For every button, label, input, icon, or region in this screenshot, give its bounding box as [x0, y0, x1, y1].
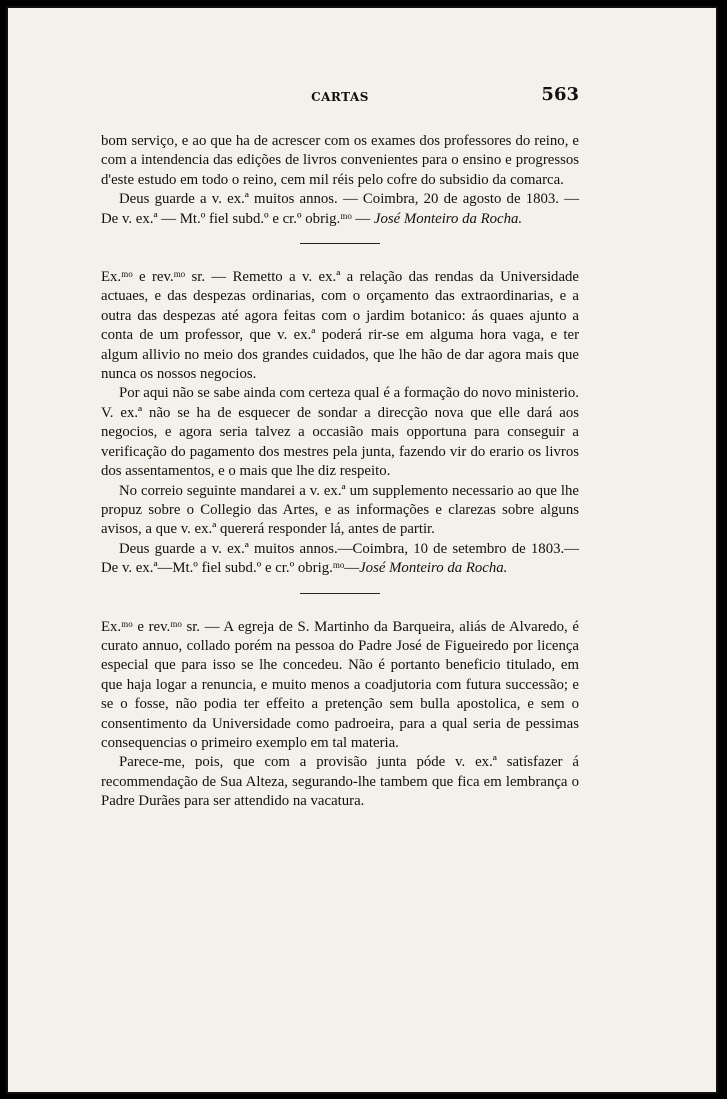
body-text: [101, 132, 579, 812]
page-number: 563: [541, 84, 579, 105]
book-page: [6, 6, 718, 1094]
letter-1: [101, 132, 579, 229]
paragraph: Parece-me, pois, que com a provisão junta póde v. ex.ª satisfazer á recommendação de Sua Alteza, segurando-lhe tambem que fica em lembrança o Padre Durães para ser attendido na vacatura.: [101, 754, 579, 810]
paragraph: Ex.ᵐᵒ e rev.ᵐᵒ sr. — A egreja de S. Martinho da Barqueira, aliás de Alvaredo, é curato annuo, collado porém na pessoa do Padre José de Figueiredo por licença especial que para isso se lhe concedeu. Não é portanto beneficio titulado, em que haja logar a renuncia, e muito menos a coadjutoria com futura successão; e se o fosse, não podia ter effeito a pretenção sem bulla apostolica, e sem o consentimento da Universidade como padroeira, para a qual seria de pessimas consequencias o primeiro exemplo em tal materia.: [101, 618, 579, 751]
section-divider: [300, 593, 380, 594]
paragraph: Por aqui não se sabe ainda com certeza qual é a formação do novo ministerio. V. ex.ª não se ha de esquecer de sondar a direcção nova que elle dará aos negocios, e agora seria talvez a occasião mais opportuna para conseguir a verificação do pagamento dos mestres pela junta, fazendo vir do erario os livros dos assentamentos, e o mais que lhe diz respeito.: [101, 385, 579, 480]
running-head: CARTAS: [311, 90, 369, 104]
closing-paragraph: [101, 540, 579, 579]
closing-text: Deus guarde a v. ex.ª muitos annos.—Coimbra, 10 de setembro de 1803.—De v. ex.ª—Mt.º fiel subd.º e cr.º obrig.ᵐᵒ—: [101, 540, 579, 577]
signature: José Monteiro da Rocha.: [373, 210, 523, 227]
signature: José Monteiro da Rocha.: [359, 560, 508, 577]
paragraph: bom serviço, e ao que ha de acrescer com os exames dos professores do reino, e com a intendencia das edições de livros convenientes para o ensino e progressos d'este estudo em todo o reino, cem mil réis pelo cofre do subsidio da comarca.: [101, 133, 579, 188]
section-divider: [300, 243, 380, 244]
closing-text: Deus guarde a v. ex.ª muitos annos. — Coimbra, 20 de agosto de 1803. — De v. ex.ª — Mt.º fiel subd.º e cr.º obrig.ᵐᵒ —: [101, 191, 579, 227]
paragraph: No correio seguinte mandarei a v. ex.ª um supplemento necessario ao que lhe propuz sobre o Collegio das Artes, e as informações e clarezas sobre alguns avisos, a que v. ex.ª quererá responder lá, antes de partir.: [101, 482, 579, 538]
letter-3: [101, 618, 579, 812]
closing-paragraph: [101, 190, 579, 229]
letter-2: [101, 268, 579, 579]
paragraph: Ex.ᵐᵒ e rev.ᵐᵒ sr. — Remetto a v. ex.ª a relação das rendas da Universidade actuaes, e das despezas ordinarias, com o orçamento das extraordinarias, e a outra das despezas até agora feitas com o jardim botanico: ás quaes ajunto a conta de um professor, que v. ex.ª poderá rir-se em alguma hora vaga, e ter algum allivio no meio dos grandes cuidados, que lhe hão de dar agora mais que nunca os nossos negocios.: [101, 269, 579, 383]
page-header: [101, 84, 579, 108]
